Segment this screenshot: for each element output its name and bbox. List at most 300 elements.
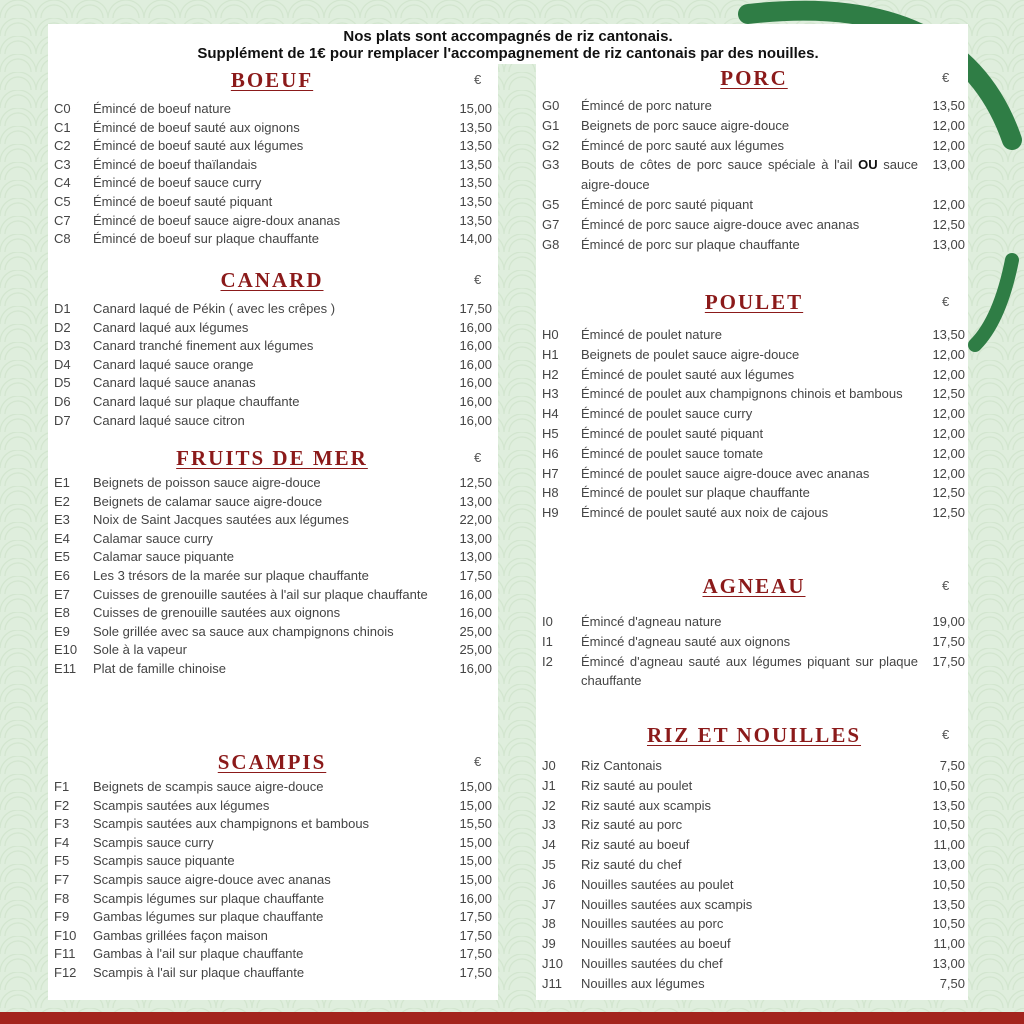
item-code: F3 bbox=[54, 816, 70, 832]
item-name-text: Nouilles sautées du chef bbox=[581, 955, 723, 971]
item-price: 16,00 bbox=[459, 393, 492, 409]
item-code: H1 bbox=[542, 346, 559, 362]
item-name bbox=[581, 815, 918, 835]
item-code: F11 bbox=[54, 946, 76, 962]
item-code: H3 bbox=[542, 386, 559, 402]
section-title: SCAMPIS bbox=[217, 750, 327, 774]
menu-item bbox=[542, 835, 965, 855]
item-price: 13,00 bbox=[932, 157, 965, 173]
item-price: 16,00 bbox=[459, 356, 492, 372]
item-code: J8 bbox=[542, 916, 556, 932]
item-name-text: Émincé d'agneau sauté aux oignons bbox=[581, 633, 791, 649]
item-list bbox=[542, 325, 965, 523]
menu-item bbox=[54, 567, 492, 586]
item-price: 16,00 bbox=[459, 890, 492, 906]
item-name-text: Calamar sauce piquante bbox=[93, 549, 234, 565]
item-name-text: Gambas légumes sur plaque chauffante bbox=[93, 909, 324, 925]
item-name-text: Calamar sauce curry bbox=[93, 530, 213, 546]
item-price: 13,00 bbox=[459, 493, 492, 509]
item-code: F2 bbox=[54, 797, 70, 813]
item-name bbox=[93, 660, 432, 679]
item-name bbox=[581, 612, 918, 632]
item-price: 10,50 bbox=[932, 777, 965, 793]
item-price: 15,50 bbox=[459, 816, 492, 832]
item-name-text: Canard laqué sauce orange bbox=[93, 356, 254, 372]
item-code: J3 bbox=[542, 817, 556, 833]
item-name bbox=[581, 914, 918, 934]
item-code: J5 bbox=[542, 856, 556, 872]
item-name bbox=[93, 604, 432, 623]
item-name bbox=[93, 493, 432, 512]
item-price: 22,00 bbox=[459, 512, 492, 528]
item-name-text: Scampis sauce aigre-douce avec ananas bbox=[93, 871, 331, 887]
item-name bbox=[93, 834, 432, 853]
item-code: G2 bbox=[542, 137, 560, 153]
item-name-text: Émincé d'agneau nature bbox=[581, 614, 722, 629]
item-price: 15,00 bbox=[459, 834, 492, 850]
item-name-text: Émincé de porc sauté piquant bbox=[581, 196, 753, 212]
item-code: G0 bbox=[542, 98, 560, 113]
item-code: J10 bbox=[542, 955, 563, 971]
item-name bbox=[93, 586, 432, 605]
item-name-text: Scampis sautées aux légumes bbox=[93, 797, 270, 813]
item-name bbox=[93, 797, 432, 816]
item-price: 25,00 bbox=[459, 623, 492, 639]
item-code: D2 bbox=[54, 319, 71, 335]
item-name bbox=[93, 137, 432, 156]
menu-item bbox=[54, 604, 492, 623]
item-price: 13,50 bbox=[459, 212, 492, 228]
menu-item bbox=[542, 483, 965, 503]
currency-label: € bbox=[942, 727, 950, 742]
item-price: 13,50 bbox=[459, 119, 492, 135]
item-name-text: Bouts de côtes de porc sauce spéciale à l'ail bbox=[581, 157, 853, 173]
item-name bbox=[93, 641, 432, 660]
item-code: F10 bbox=[54, 927, 77, 943]
menu-item bbox=[54, 230, 492, 249]
item-name bbox=[93, 230, 432, 249]
menu-item bbox=[54, 964, 492, 983]
item-name-text: Émincé de poulet sauté aux légumes bbox=[581, 366, 795, 382]
item-name bbox=[581, 875, 918, 895]
item-code: J4 bbox=[542, 837, 556, 853]
item-code: F4 bbox=[54, 834, 70, 850]
menu-item bbox=[54, 119, 492, 138]
menu-item bbox=[54, 356, 492, 375]
section-title: FRUITS DE MER bbox=[176, 446, 368, 470]
item-price: 11,00 bbox=[933, 936, 965, 952]
item-list bbox=[54, 100, 492, 249]
item-name bbox=[581, 464, 918, 484]
item-code: D6 bbox=[54, 393, 71, 409]
item-name-text: Canard laqué de Pékin ( avec les crêpes ) bbox=[93, 301, 336, 316]
item-name bbox=[581, 855, 918, 875]
menu-item bbox=[542, 776, 965, 796]
item-name bbox=[581, 974, 918, 994]
item-name-text: Cuisses de grenouille sautées aux oignons bbox=[93, 605, 341, 621]
item-name bbox=[93, 356, 432, 375]
item-price: 16,00 bbox=[459, 660, 492, 676]
menu-item bbox=[54, 337, 492, 356]
item-price: 16,00 bbox=[459, 375, 492, 391]
item-name bbox=[581, 954, 918, 974]
item-name bbox=[93, 412, 432, 431]
section-title: PORC bbox=[720, 66, 788, 90]
item-code: J6 bbox=[542, 876, 556, 892]
item-code: H4 bbox=[542, 406, 559, 422]
menu-item bbox=[542, 155, 965, 195]
item-name bbox=[581, 835, 918, 855]
item-code: E10 bbox=[54, 642, 78, 658]
currency-label: € bbox=[942, 578, 950, 593]
item-code: C5 bbox=[54, 193, 71, 209]
item-name bbox=[581, 444, 918, 464]
item-price: 17,50 bbox=[932, 633, 965, 649]
item-code: D4 bbox=[54, 356, 71, 372]
menu-item bbox=[54, 474, 492, 493]
item-name-text: Émincé de boeuf sauté piquant bbox=[93, 193, 273, 209]
menu-item bbox=[542, 96, 965, 116]
notice-line-2: Supplément de 1€ pour remplacer l'accompagnement de riz cantonais par des nouilles. bbox=[197, 45, 819, 62]
item-code: D1 bbox=[54, 301, 71, 316]
item-price: 12,50 bbox=[932, 505, 965, 521]
item-price: 13,00 bbox=[932, 856, 965, 872]
item-price: 16,00 bbox=[459, 586, 492, 602]
item-code: G8 bbox=[542, 236, 560, 252]
item-name-text: Scampis sautées aux champignons et bambous bbox=[93, 816, 370, 832]
menu-item bbox=[54, 871, 492, 890]
menu-item bbox=[54, 300, 492, 319]
item-name bbox=[93, 890, 432, 909]
item-name bbox=[581, 384, 918, 404]
item-price: 13,00 bbox=[459, 549, 492, 565]
item-name-text: Émincé de poulet sauté piquant bbox=[581, 425, 764, 441]
item-name-text: Émincé de poulet aux champignons chinois et bambous bbox=[581, 386, 903, 402]
item-price: 15,00 bbox=[459, 871, 492, 887]
menu-item bbox=[542, 612, 965, 632]
item-name-text: Émincé de boeuf sur plaque chauffante bbox=[93, 231, 319, 247]
item-name-text: Émincé de poulet nature bbox=[581, 327, 722, 342]
item-name-text: Émincé de boeuf thaïlandais bbox=[93, 156, 258, 172]
item-price: 7,50 bbox=[939, 975, 965, 991]
item-price: 16,00 bbox=[459, 605, 492, 621]
menu-item bbox=[542, 934, 965, 954]
item-name-text: Scampis sauce curry bbox=[93, 834, 214, 850]
item-price: 12,50 bbox=[459, 475, 492, 490]
menu-item bbox=[54, 623, 492, 642]
item-name-text: Riz sauté au porc bbox=[581, 817, 683, 833]
menu-item bbox=[54, 530, 492, 549]
item-price: 10,50 bbox=[932, 876, 965, 892]
item-name bbox=[93, 156, 432, 175]
item-name-text: Sole grillée avec sa sauce aux champignons chinois bbox=[93, 623, 394, 639]
item-price: 16,00 bbox=[459, 319, 492, 335]
menu-item bbox=[54, 815, 492, 834]
item-price: 11,00 bbox=[933, 837, 965, 853]
menu-item bbox=[542, 404, 965, 424]
item-name-text: Riz sauté au poulet bbox=[581, 777, 693, 793]
item-list bbox=[54, 778, 492, 983]
item-price: 17,50 bbox=[459, 567, 492, 583]
item-price: 15,00 bbox=[459, 797, 492, 813]
menu-item bbox=[542, 756, 965, 776]
menu-item bbox=[54, 174, 492, 193]
item-code: D7 bbox=[54, 412, 71, 428]
item-price: 17,50 bbox=[459, 964, 492, 980]
item-name bbox=[93, 548, 432, 567]
menu-item bbox=[54, 319, 492, 338]
section-title: RIZ ET NOUILLES bbox=[646, 723, 862, 747]
item-list bbox=[54, 474, 492, 679]
item-name bbox=[93, 964, 432, 983]
menu-item bbox=[54, 156, 492, 175]
item-name-text: Émincé de poulet sauce curry bbox=[581, 406, 753, 422]
item-price: 10,50 bbox=[932, 916, 965, 932]
item-name-text: Plat de famille chinoise bbox=[93, 660, 226, 676]
menu-item bbox=[542, 503, 965, 523]
item-code: J1 bbox=[542, 777, 556, 793]
item-code: F8 bbox=[54, 890, 70, 906]
item-name-text: Scampis sauce piquante bbox=[93, 853, 235, 869]
item-code: F7 bbox=[54, 871, 70, 887]
item-price: 17,50 bbox=[459, 927, 492, 943]
item-name-text: Beignets de porc sauce aigre-douce bbox=[581, 117, 790, 133]
item-code: H9 bbox=[542, 505, 559, 521]
item-name-text: Émincé de boeuf sauté aux légumes bbox=[93, 138, 304, 154]
item-price: 12,50 bbox=[932, 216, 965, 232]
menu-item bbox=[54, 660, 492, 679]
item-price: 12,00 bbox=[932, 366, 965, 382]
item-name bbox=[581, 796, 918, 816]
menu-item bbox=[542, 974, 965, 994]
item-code: E6 bbox=[54, 567, 70, 583]
currency-label: € bbox=[942, 70, 950, 85]
item-price: 15,00 bbox=[459, 101, 492, 116]
item-code: F5 bbox=[54, 853, 70, 869]
item-code: G7 bbox=[542, 216, 560, 232]
item-name bbox=[581, 96, 918, 116]
menu-item bbox=[54, 100, 492, 119]
menu-item bbox=[542, 215, 965, 235]
item-code: H7 bbox=[542, 465, 559, 481]
item-price: 15,00 bbox=[459, 779, 492, 794]
menu-item bbox=[542, 796, 965, 816]
menu-item bbox=[542, 235, 965, 255]
item-name-text: Émincé de poulet sauce tomate bbox=[581, 445, 764, 461]
menu-item bbox=[542, 444, 965, 464]
item-name-text: Canard laqué sauce ananas bbox=[93, 375, 256, 391]
menu-item bbox=[542, 652, 965, 692]
menu-item bbox=[542, 345, 965, 365]
menu-item bbox=[54, 212, 492, 231]
item-price: 12,00 bbox=[932, 406, 965, 422]
item-name bbox=[93, 530, 432, 549]
item-price: 17,50 bbox=[459, 301, 492, 316]
item-name-text: Nouilles aux légumes bbox=[581, 975, 705, 991]
item-name-text: Émincé de porc sur plaque chauffante bbox=[581, 236, 800, 252]
item-name bbox=[581, 895, 918, 915]
item-code: F9 bbox=[54, 909, 70, 925]
item-name bbox=[581, 235, 918, 255]
item-code: E2 bbox=[54, 493, 70, 509]
menu-item bbox=[542, 424, 965, 444]
item-name-text: Canard tranché finement aux légumes bbox=[93, 338, 314, 354]
item-code: J2 bbox=[542, 797, 556, 813]
item-name bbox=[93, 119, 432, 138]
item-code: J0 bbox=[542, 758, 556, 773]
item-code: C1 bbox=[54, 119, 71, 135]
item-name-text: Riz Cantonais bbox=[581, 758, 662, 773]
item-price: 15,00 bbox=[459, 853, 492, 869]
item-name bbox=[93, 212, 432, 231]
item-name bbox=[581, 503, 918, 523]
item-price: 12,00 bbox=[932, 445, 965, 461]
item-name-text: Émincé d'agneau sauté aux légumes piquant sur plaque chauffante bbox=[581, 653, 918, 689]
item-code: H0 bbox=[542, 327, 559, 342]
item-price: 16,00 bbox=[459, 338, 492, 354]
item-name-text: Les 3 trésors de la marée sur plaque chauffante bbox=[93, 567, 369, 583]
item-price: 13,50 bbox=[932, 896, 965, 912]
item-name-continued: sauce aigre-douce bbox=[581, 157, 918, 193]
menu-item bbox=[542, 632, 965, 652]
item-name-text: Beignets de poisson sauce aigre-douce bbox=[93, 475, 321, 490]
menu-item bbox=[54, 834, 492, 853]
item-name-emphasis: OU bbox=[858, 157, 878, 173]
item-code: C0 bbox=[54, 101, 71, 116]
menu-item bbox=[54, 393, 492, 412]
item-name bbox=[93, 778, 432, 797]
item-name bbox=[581, 652, 918, 692]
section-title: BOEUF bbox=[230, 68, 314, 92]
item-price: 14,00 bbox=[459, 231, 492, 247]
item-code: G3 bbox=[542, 157, 560, 173]
item-code: F1 bbox=[54, 779, 70, 794]
item-name-text: Émincé de boeuf sauce aigre-doux ananas bbox=[93, 212, 341, 228]
currency-label: € bbox=[942, 294, 950, 309]
item-name-text: Scampis légumes sur plaque chauffante bbox=[93, 890, 325, 906]
item-price: 13,50 bbox=[459, 138, 492, 154]
item-name-text: Noix de Saint Jacques sautées aux légumes bbox=[93, 512, 349, 528]
item-code: J11 bbox=[542, 975, 562, 991]
item-name bbox=[581, 345, 918, 365]
item-price: 10,50 bbox=[932, 817, 965, 833]
item-name-text: Émincé de poulet sauce aigre-douce avec ananas bbox=[581, 465, 870, 481]
item-name-text: Beignets de scampis sauce aigre-douce bbox=[93, 779, 324, 794]
item-name-text: Émincé de porc sauce aigre-douce avec ananas bbox=[581, 216, 860, 232]
item-price: 17,50 bbox=[459, 909, 492, 925]
menu-item bbox=[542, 895, 965, 915]
item-price: 13,00 bbox=[932, 955, 965, 971]
menu-item bbox=[54, 778, 492, 797]
item-code: J7 bbox=[542, 896, 556, 912]
item-name-text: Nouilles sautées au boeuf bbox=[581, 936, 731, 952]
item-price: 25,00 bbox=[459, 642, 492, 658]
item-code: C7 bbox=[54, 212, 71, 228]
item-price: 12,00 bbox=[932, 196, 965, 212]
item-price: 13,50 bbox=[932, 797, 965, 813]
item-name-text: Gambas grillées façon maison bbox=[93, 927, 268, 943]
item-name-text: Scampis à l'ail sur plaque chauffante bbox=[93, 964, 305, 980]
section-title: POULET bbox=[704, 290, 804, 314]
item-name bbox=[581, 934, 918, 954]
item-name bbox=[93, 871, 432, 890]
item-code: E9 bbox=[54, 623, 70, 639]
menu-item bbox=[54, 797, 492, 816]
item-name-text: Gambas à l'ail sur plaque chauffante bbox=[93, 946, 304, 962]
currency-label: € bbox=[474, 72, 482, 87]
item-name bbox=[93, 945, 432, 964]
item-name bbox=[581, 404, 918, 424]
item-code: E1 bbox=[54, 475, 70, 490]
item-name bbox=[581, 483, 918, 503]
item-name bbox=[93, 852, 432, 871]
menu-item bbox=[542, 136, 965, 156]
item-name bbox=[93, 174, 432, 193]
item-name bbox=[581, 116, 918, 136]
item-name bbox=[581, 365, 918, 385]
menu-item bbox=[542, 464, 965, 484]
item-name bbox=[581, 756, 918, 776]
menu-item bbox=[542, 325, 965, 345]
item-code: E11 bbox=[54, 660, 77, 676]
item-name bbox=[93, 319, 432, 338]
item-price: 12,00 bbox=[932, 117, 965, 133]
item-name-text: Émincé de poulet sauté aux noix de cajous bbox=[581, 505, 829, 521]
menu-item bbox=[54, 586, 492, 605]
menu-item bbox=[54, 927, 492, 946]
item-price: 13,50 bbox=[932, 98, 965, 113]
item-name-text: Émincé de poulet sur plaque chauffante bbox=[581, 485, 810, 501]
item-code: I0 bbox=[542, 614, 553, 629]
item-name-text: Nouilles sautées au porc bbox=[581, 916, 724, 932]
item-name bbox=[93, 374, 432, 393]
item-name-text: Canard laqué sauce citron bbox=[93, 412, 245, 428]
item-name-text: Nouilles sautées au poulet bbox=[581, 876, 734, 892]
item-name bbox=[581, 155, 918, 195]
item-name-text: Riz sauté du chef bbox=[581, 856, 682, 872]
item-code: I2 bbox=[542, 653, 553, 669]
item-code: H2 bbox=[542, 366, 559, 382]
item-name-text: Sole à la vapeur bbox=[93, 642, 187, 658]
item-name bbox=[93, 393, 432, 412]
menu-item bbox=[54, 412, 492, 431]
menu-item bbox=[54, 890, 492, 909]
menu-item bbox=[54, 374, 492, 393]
item-price: 13,00 bbox=[932, 236, 965, 252]
menu-item bbox=[54, 511, 492, 530]
item-name-text: Canard laqué aux légumes bbox=[93, 319, 249, 335]
item-price: 13,50 bbox=[459, 193, 492, 209]
menu-item bbox=[542, 815, 965, 835]
menu-item bbox=[542, 365, 965, 385]
menu-item bbox=[54, 493, 492, 512]
item-code: I1 bbox=[542, 633, 553, 649]
menu-item bbox=[542, 855, 965, 875]
item-price: 17,50 bbox=[932, 653, 965, 669]
item-name bbox=[93, 193, 432, 212]
item-name bbox=[93, 623, 432, 642]
item-code: C8 bbox=[54, 231, 71, 247]
item-price: 12,50 bbox=[932, 485, 965, 501]
item-code: G5 bbox=[542, 196, 560, 212]
item-code: C3 bbox=[54, 156, 71, 172]
menu-item bbox=[542, 875, 965, 895]
section-title: AGNEAU bbox=[702, 574, 806, 598]
item-name bbox=[581, 632, 918, 652]
item-name bbox=[93, 908, 432, 927]
item-name bbox=[93, 815, 432, 834]
currency-label: € bbox=[474, 754, 482, 769]
